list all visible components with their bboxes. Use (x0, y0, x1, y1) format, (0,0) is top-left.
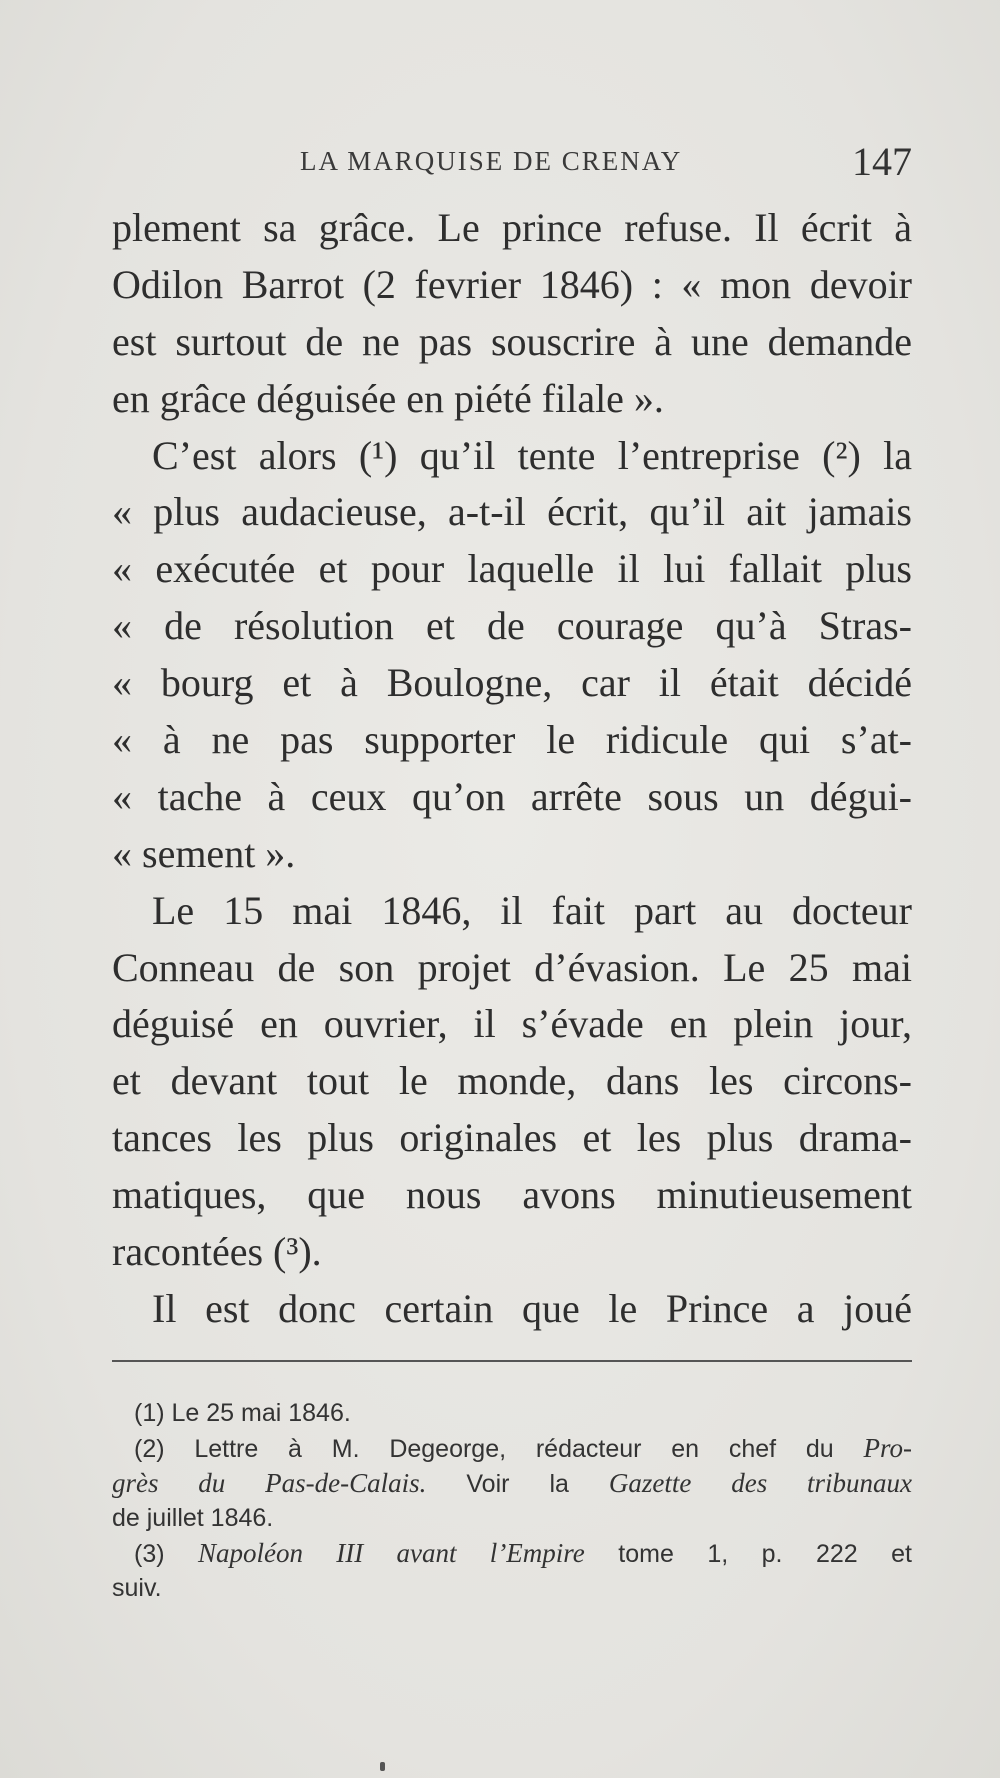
footnote-2-cont (112, 1466, 912, 1501)
text-line: Le 15 mai 1846, il fait part au docteur (152, 887, 912, 933)
footnote-2-italic: Gazette des tribunaux (608, 1468, 913, 1498)
footnote-3-text: tome 1, p. 222 et (584, 1540, 912, 1568)
text-line: Conneau de son projet d’évasion. Le 25 mai (112, 944, 912, 990)
footnote-3 (112, 1536, 912, 1571)
footnote-3-italic: Napoléon III avant l’Empire (198, 1538, 585, 1568)
footnote-rule (112, 1360, 912, 1362)
footnote-2 (112, 1431, 912, 1466)
text-line: « sement ». (112, 830, 296, 876)
page-number: 147 (852, 139, 912, 184)
page-header (112, 138, 912, 188)
footnote-2-italic: grès du Pas-de-Calais. (112, 1468, 427, 1498)
text-line: Il est donc certain que le Prince a joué (152, 1285, 912, 1331)
text-line: « bourg et à Boulogne, car il était décidé (112, 660, 912, 706)
text-line: « plus audacieuse, a-t-il écrit, qu’il ait jamais (112, 489, 912, 535)
footnote-2-end: de juillet 1846. (112, 1504, 274, 1532)
footnote-2-italic: Pro- (863, 1433, 912, 1463)
text-line: « exécutée et pour laquelle il lui fallait plus (112, 546, 912, 592)
text-line: en grâce déguisée en piété filale ». (112, 375, 664, 421)
text-line: déguisé en ouvrier, il s’évade en plein jour, (112, 1001, 912, 1047)
text-line: « tache à ceux qu’on arrête sous un dégui- (112, 773, 912, 819)
text-line: et devant tout le monde, dans les circons- (112, 1058, 912, 1104)
text-line: est surtout de ne pas souscrire à une demande (112, 318, 912, 364)
text-line: matiques, que nous avons minutieusement (112, 1172, 912, 1218)
text-line: « de résolution et de courage qu’à Stras- (112, 603, 912, 649)
text-line: Odilon Barrot (2 fevrier 1846) : « mon devoir (112, 261, 912, 307)
footnote-2-text: Voir la (426, 1470, 609, 1498)
body-text (112, 200, 912, 1338)
footnotes (112, 1396, 912, 1606)
text-line: racontées (³). (112, 1229, 322, 1275)
running-title: LA MARQUISE DE CRENAY (300, 146, 683, 176)
footnote-3-end: suiv. (112, 1574, 162, 1602)
ink-speck (380, 1762, 385, 1771)
footnote-1: (1) Le 25 mai 1846. (134, 1399, 351, 1427)
footnote-3-text: (3) (134, 1540, 199, 1568)
text-line: « à ne pas supporter le ridicule qui s’at- (112, 717, 912, 763)
footnote-2-text: (2) Lettre à M. Degeorge, rédacteur en chef du (134, 1435, 864, 1463)
text-line: C’est alors (¹) qu’il tente l’entreprise (²) la (152, 432, 912, 478)
text-line: plement sa grâce. Le prince refuse. Il écrit à (112, 205, 912, 250)
text-line: tances les plus originales et les plus drama- (112, 1115, 912, 1161)
